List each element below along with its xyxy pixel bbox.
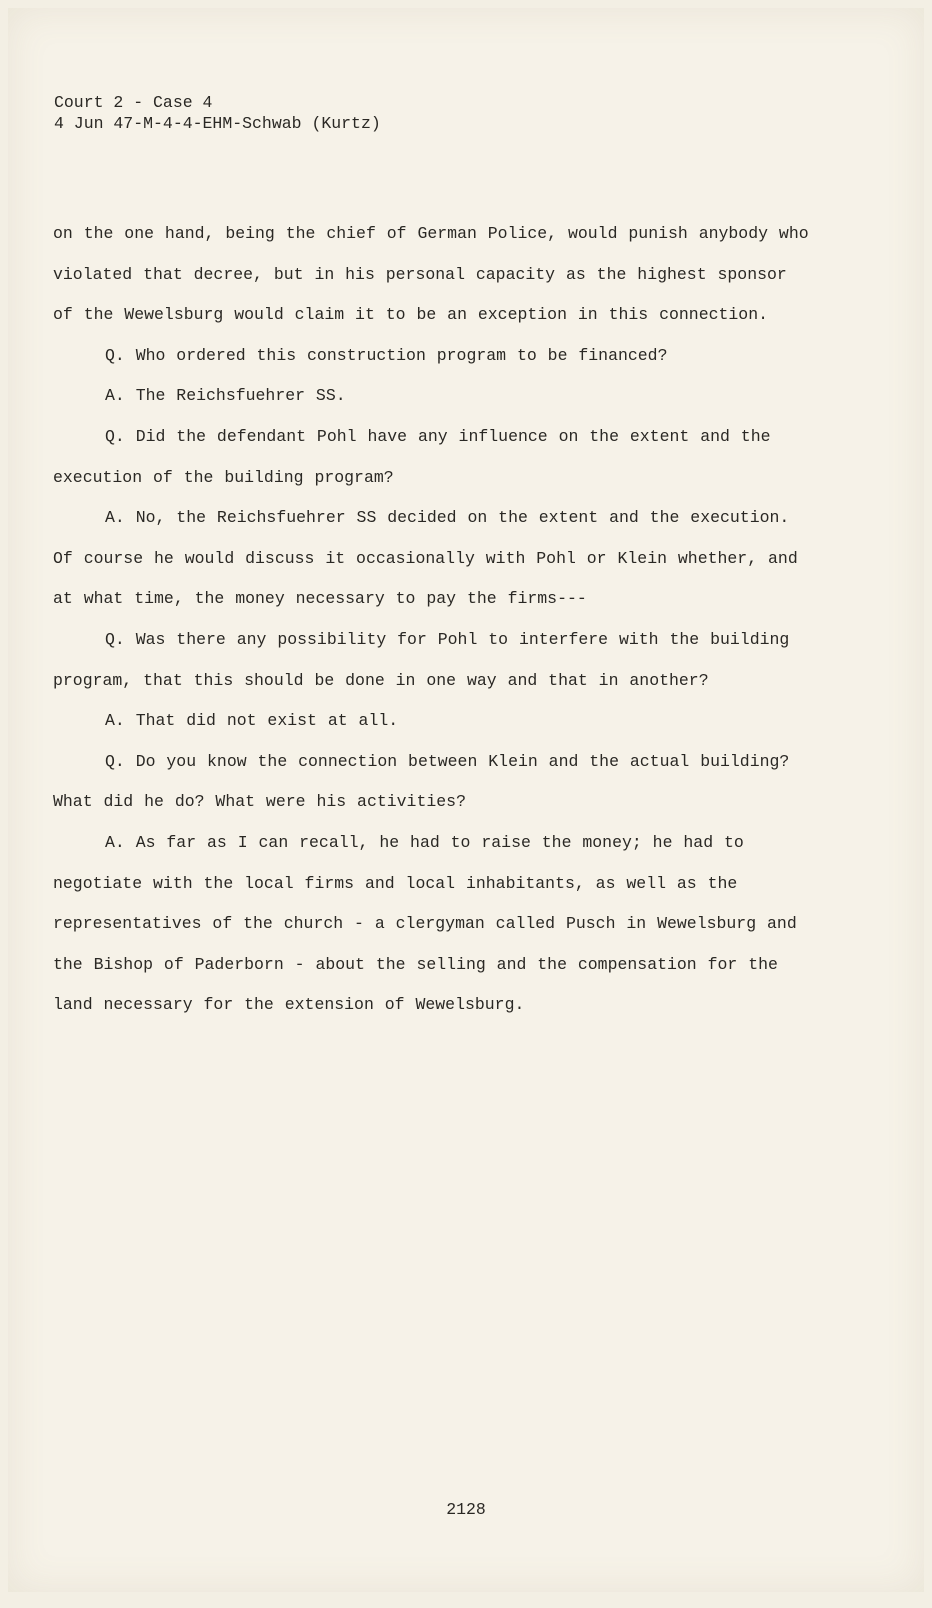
paragraph-question: Q. Was there any possibility for Pohl to interfere with the building program, that this should be done in one way and that in another?	[53, 629, 790, 690]
header-court-line: Court 2 - Case 4	[54, 93, 213, 112]
paragraph-answer: A. As far as I can recall, he had to raise the money; he had to negotiate with the local firms and local inhabitants, as well as the representatives of the church - a clergyman called Pusch in Wewelsburg and the Bishop of Paderborn - about the selling and the compensation for the land necessary for the extension of Wewelsburg.	[53, 832, 797, 1015]
paragraph-question: Q. Do you know the connection between Klein and the actual building? What did he do? What were his activities?	[53, 751, 790, 812]
paragraph-question: Q. Did the defendant Pohl have any influence on the extent and the execution of the building program?	[53, 426, 771, 487]
paragraph-answer: A. The Reichsfuehrer SS.	[105, 386, 346, 406]
paragraph-question: Q. Who ordered this construction program to be financed?	[105, 345, 668, 365]
paragraph-answer: A. That did not exist at all.	[105, 711, 399, 731]
page-number: 2128	[446, 1500, 486, 1519]
paragraph-continuation: on the one hand, being the chief of German Police, would punish anybody who violated that decree, but in his personal capacity as the highest sponsor of the Wewelsburg would claim it to be an exception in this connection.	[53, 224, 809, 325]
header-session-line: 4 Jun 47-M-4-4-EHM-Schwab (Kurtz)	[54, 114, 381, 133]
case-header	[54, 92, 381, 134]
document-page	[8, 8, 924, 1592]
paragraph-answer: A. No, the Reichsfuehrer SS decided on the extent and the execution. Of course he would discuss it occasionally with Pohl or Klein whether, and at what time, the money necessary to pay the firms---	[53, 508, 798, 609]
transcript-body	[53, 214, 813, 1026]
